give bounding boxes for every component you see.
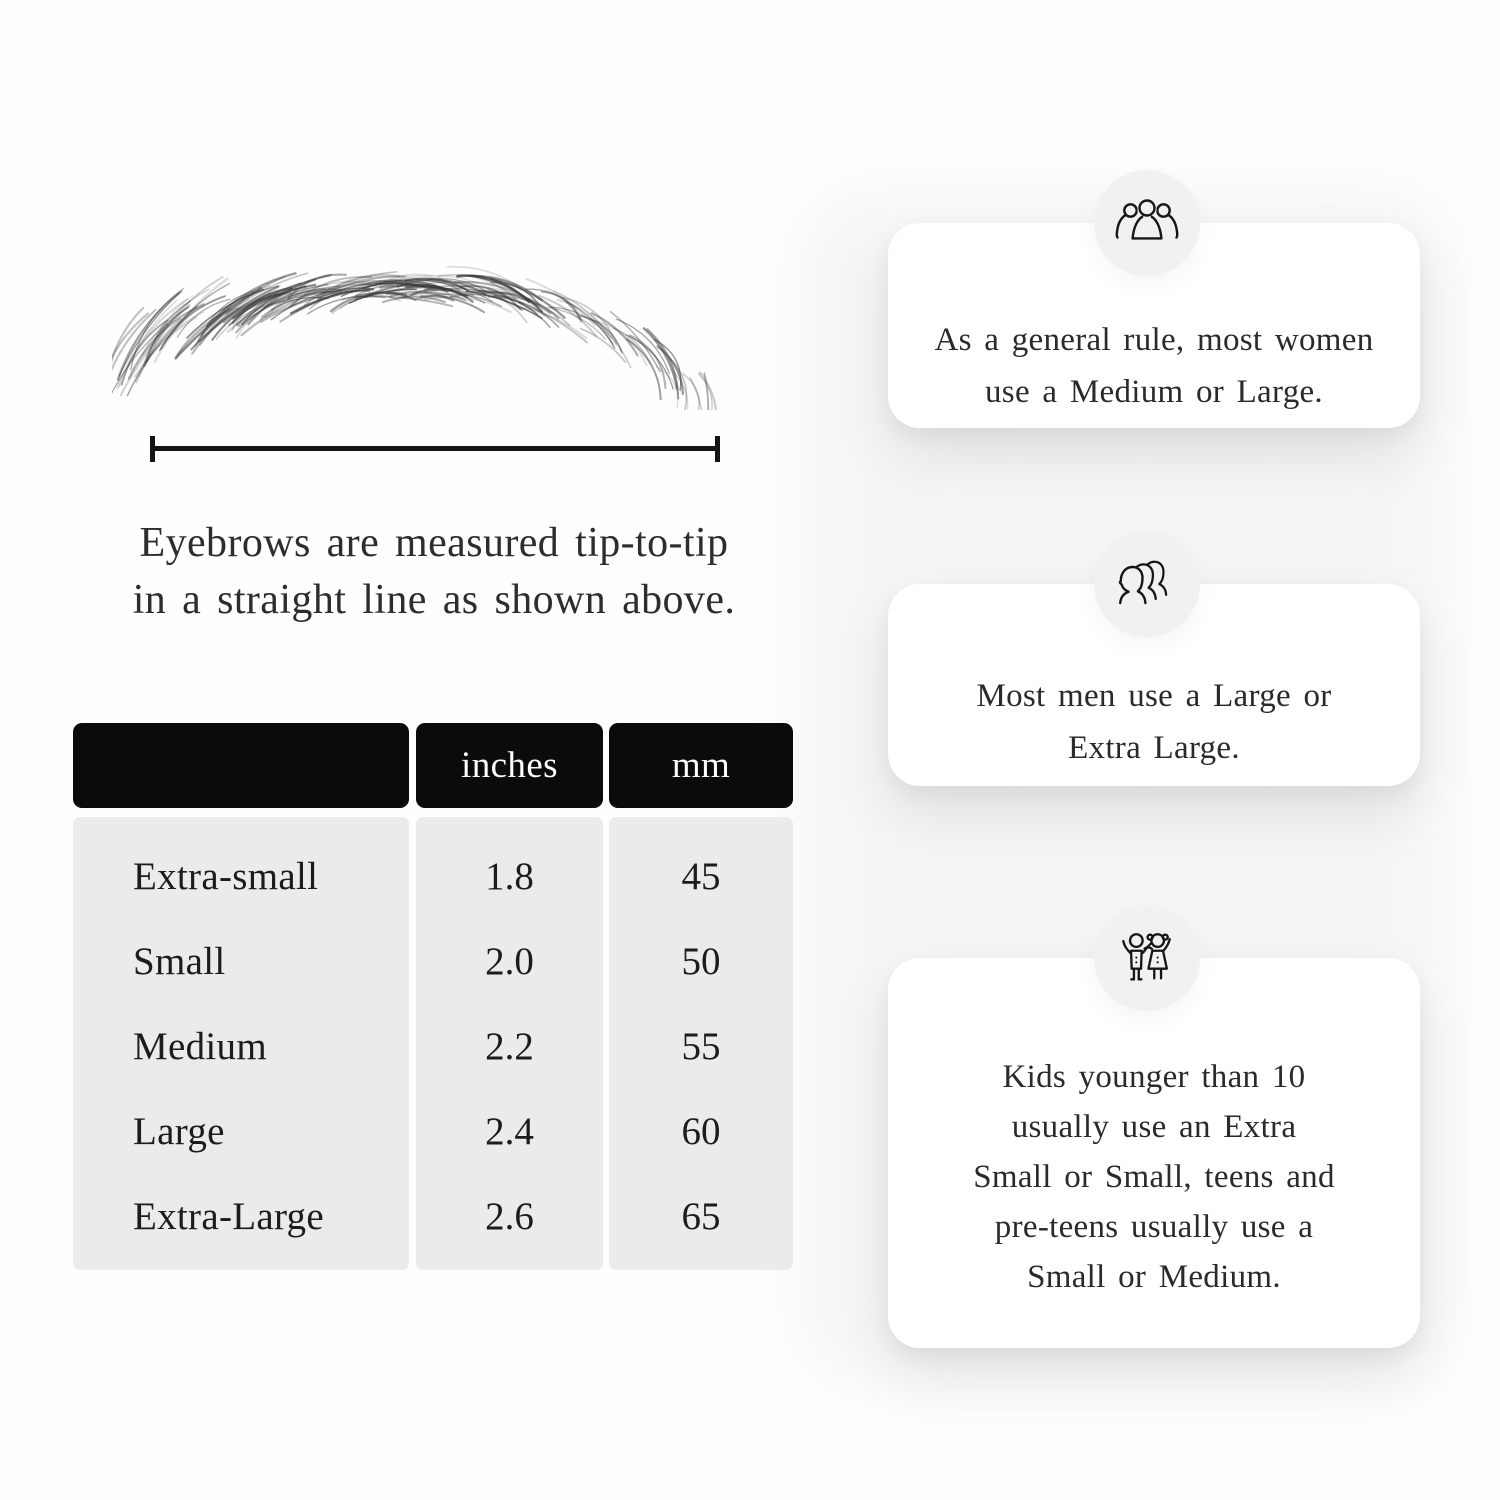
card-text-line: Kids younger than 10	[1002, 1059, 1306, 1095]
eyebrow-illustration	[112, 238, 732, 410]
mm-value: 60	[681, 1110, 721, 1153]
inches-value: 1.8	[485, 855, 534, 898]
size-label: Extra-Large	[133, 1195, 324, 1238]
inches-value: 2.0	[485, 940, 534, 983]
card-text	[908, 1052, 1400, 1302]
inches-value: 2.2	[485, 1025, 534, 1068]
table-row	[73, 1174, 793, 1259]
header-inches-label: inches	[461, 745, 558, 786]
mm-value: 65	[681, 1195, 721, 1238]
card-text-line: Small or Small, teens and	[973, 1159, 1335, 1195]
table-row	[73, 919, 793, 1004]
card-text-line: pre-teens usually use a	[994, 1209, 1314, 1245]
table-row	[73, 834, 793, 919]
caption-line-2: in a straight line as shown above.	[132, 577, 736, 623]
size-label: Small	[133, 940, 226, 983]
measurement-caption	[122, 515, 746, 629]
mm-value: 45	[681, 855, 721, 898]
measurement-line-right-tick	[715, 436, 720, 462]
kids-sizing-card	[888, 958, 1420, 1348]
table-row	[73, 1004, 793, 1089]
card-text	[908, 670, 1400, 774]
size-label: Large	[133, 1110, 225, 1153]
card-text-line: Extra Large.	[1068, 730, 1240, 766]
card-text-line: As a general rule, most women	[934, 322, 1374, 358]
card-text-line: use a Medium or Large.	[985, 374, 1323, 410]
header-mm-label: mm	[671, 745, 731, 786]
mm-value: 50	[681, 940, 721, 983]
size-table-header-size	[73, 723, 409, 808]
card-text	[908, 314, 1400, 418]
card-text-line: Most men use a Large or	[976, 678, 1332, 714]
size-label: Extra-small	[133, 855, 319, 898]
inches-value: 2.4	[485, 1110, 534, 1153]
card-text-line: usually use an Extra	[1011, 1109, 1297, 1145]
men-sizing-card	[888, 584, 1420, 786]
size-label: Medium	[133, 1025, 267, 1068]
size-table-header-inches	[416, 723, 603, 808]
table-row	[73, 1089, 793, 1174]
measurement-line-left-tick	[150, 436, 155, 462]
women-sizing-card	[888, 223, 1420, 428]
inches-value: 2.6	[485, 1195, 534, 1238]
caption-line-1: Eyebrows are measured tip-to-tip	[139, 520, 729, 566]
size-table	[73, 723, 793, 1270]
women-group-icon	[1094, 170, 1200, 276]
kids-icon	[1094, 905, 1200, 1011]
men-group-icon	[1094, 531, 1200, 637]
size-table-header-mm	[609, 723, 793, 808]
mm-value: 55	[681, 1025, 721, 1068]
card-text-line: Small or Medium.	[1027, 1259, 1281, 1295]
measurement-line	[150, 446, 720, 451]
